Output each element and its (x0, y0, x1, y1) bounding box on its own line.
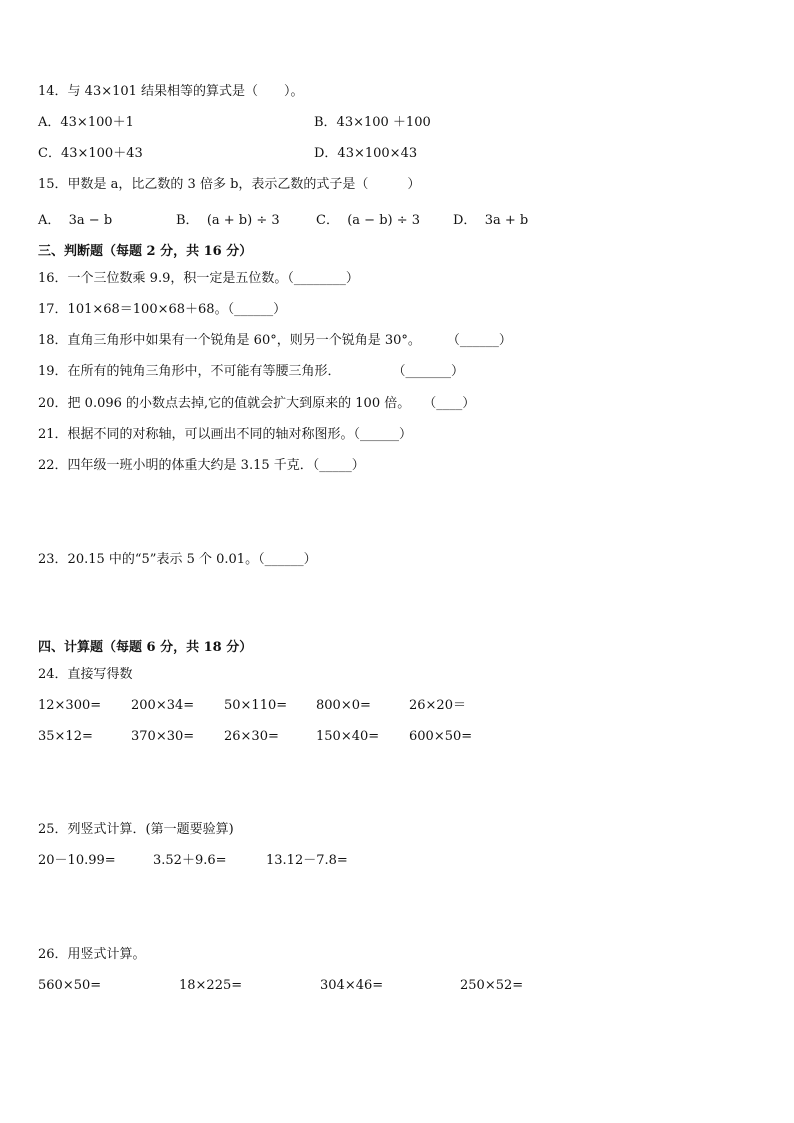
q24-r1-c3: 50×110= (224, 698, 288, 713)
q24-r2-c3: 26×30= (224, 729, 279, 744)
q25-item-3: 13.12－7.8= (266, 853, 348, 868)
q26-item-4: 250×52= (460, 978, 524, 993)
q18: 18．直角三角形中如果有一个锐角是 60°，则另一个锐角是 30°。 （______） (38, 333, 512, 348)
q24-r1-c4: 800×0= (316, 698, 371, 713)
q14-option-b: B．43×100 ＋100 (314, 115, 431, 130)
q15-option-a: A． 3a − b (38, 213, 113, 228)
section3-title: 三、判断题（每题 2 分，共 16 分） (38, 244, 253, 259)
q19: 19．在所有的钝角三角形中，不可能有等腰三角形． （_______） (38, 364, 465, 379)
q26-stem: 26．用竖式计算。 (38, 947, 146, 962)
q14-option-d: D．43×100×43 (314, 146, 418, 161)
q15-option-b: B． (a + b) ÷ 3 (176, 213, 280, 228)
q15-option-c: C． (a − b) ÷ 3 (316, 213, 421, 228)
q26-item-1: 560×50= (38, 978, 102, 993)
q25-stem: 25．列竖式计算．(第一题要验算) (38, 822, 234, 837)
q21: 21．根据不同的对称轴，可以画出不同的轴对称图形。（______） (38, 427, 413, 442)
q24-r2-c1: 35×12= (38, 729, 93, 744)
q22: 22．四年级一班小明的体重大约是 3.15 千克．（_____） (38, 458, 365, 473)
q24-r1-c1: 12×300= (38, 698, 102, 713)
q24-r1-c2: 200×34= (131, 698, 195, 713)
q26-item-3: 304×46= (320, 978, 384, 993)
q24-r2-c4: 150×40= (316, 729, 380, 744)
q16: 16．一个三位数乘 9.9，积一定是五位数。（________） (38, 271, 359, 286)
q24-r1-c5: 26×20＝ (409, 698, 466, 713)
q15-option-d: D． 3a + b (453, 213, 529, 228)
q25-item-2: 3.52＋9.6= (153, 853, 227, 868)
q17: 17．101×68＝100×68＋68。（______） (38, 302, 287, 317)
section4-title: 四、计算题（每题 6 分，共 18 分） (38, 640, 253, 655)
q24-r2-c5: 600×50= (409, 729, 473, 744)
q26-item-2: 18×225= (179, 978, 243, 993)
q24-r2-c2: 370×30= (131, 729, 195, 744)
q14-stem: 14．与 43×101 结果相等的算式是（ ）。 (38, 84, 304, 99)
q20: 20．把 0.096 的小数点去掉,它的值就会扩大到原来的 100 倍。 （____） (38, 396, 476, 411)
q14-option-a: A．43×100＋1 (38, 115, 134, 130)
q23: 23．20.15 中的“5”表示 5 个 0.01。（______） (38, 552, 317, 567)
q14-option-c: C．43×100＋43 (38, 146, 143, 161)
q24-stem: 24．直接写得数 (38, 667, 133, 682)
q15-stem: 15．甲数是 a，比乙数的 3 倍多 b，表示乙数的式子是（ ） (38, 177, 421, 192)
q25-item-1: 20－10.99= (38, 853, 116, 868)
